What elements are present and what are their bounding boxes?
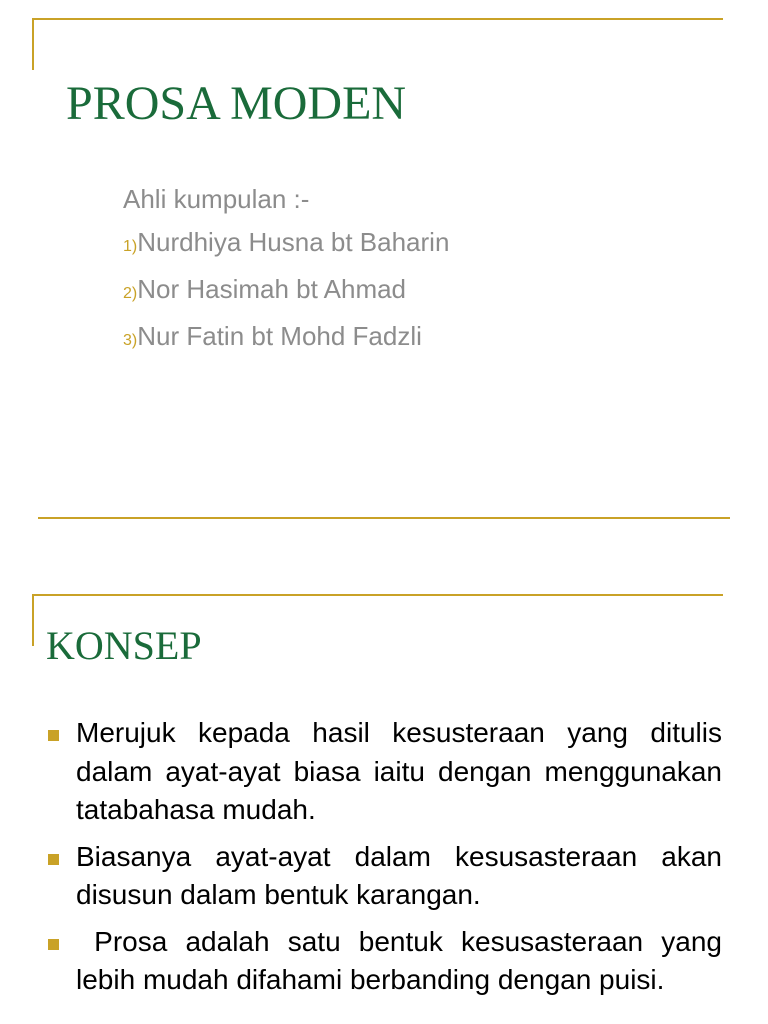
slide1-bottom-rule	[38, 517, 730, 519]
slide1-title: PROSA MODEN	[66, 77, 407, 130]
bullet-item	[46, 714, 722, 830]
bullet-item	[46, 923, 730, 1000]
square-bullet-icon	[48, 730, 59, 741]
member-name: Nur Fatin bt Mohd Fadzli	[137, 321, 422, 351]
square-bullet-icon	[48, 854, 59, 865]
member-item	[123, 221, 449, 268]
member-list	[123, 178, 449, 362]
concept-bullet-list	[46, 714, 730, 1008]
member-item	[123, 315, 449, 362]
member-name: Nor Hasimah bt Ahmad	[137, 274, 407, 304]
bullet-text: Merujuk kepada hasil kesusteraan yang ditulis dalam ayat-ayat biasa iaitu dengan menggunakan tatabahasa mudah.	[76, 717, 722, 825]
bullet-text: Biasanya ayat-ayat dalam kesusasteraan akan disusun dalam bentuk karangan.	[76, 840, 722, 910]
members-heading: Ahli kumpulan :-	[123, 184, 310, 214]
member-number: 3)	[123, 332, 138, 349]
member-number: 1)	[123, 238, 138, 255]
slide2-title: KONSEP	[46, 623, 202, 668]
bullet-item	[46, 838, 722, 915]
slide2-top-rule	[32, 594, 723, 596]
slide2-left-rule	[32, 594, 34, 646]
square-bullet-icon	[48, 939, 59, 950]
slide1-left-rule	[32, 18, 34, 70]
slide1-top-rule	[32, 18, 723, 20]
member-number: 2)	[123, 285, 138, 302]
bullet-text: Prosa adalah satu bentuk kesusasteraan yang lebih mudah difahami berbanding dengan puisi.	[76, 925, 730, 995]
member-name: Nurdhiya Husna bt Baharin	[137, 227, 450, 257]
member-item	[123, 268, 449, 315]
